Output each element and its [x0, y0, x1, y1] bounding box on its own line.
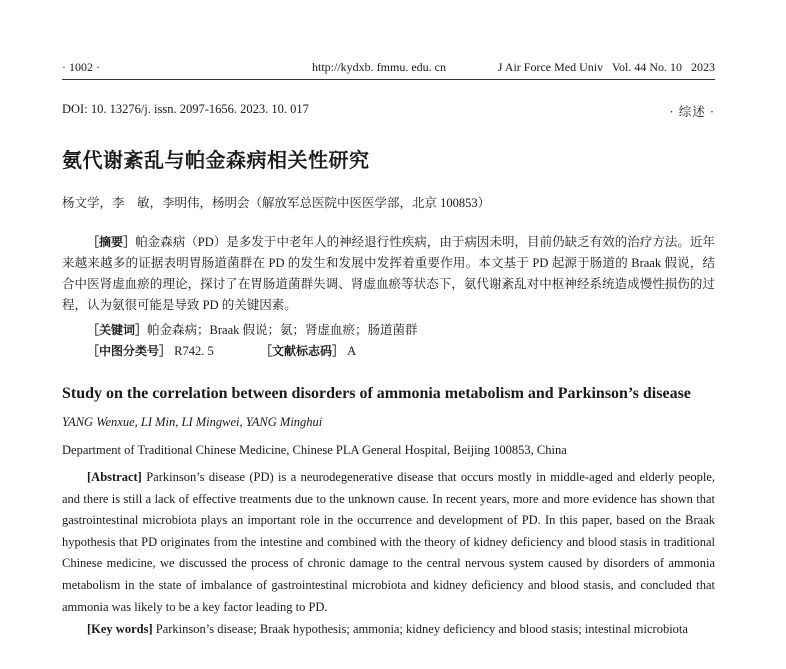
keywords-cn-text: 帕金森病；Braak 假说；氨；肾虚血瘀；肠道菌群: [147, 323, 418, 337]
clc-label: ［中图分类号］: [87, 344, 172, 358]
page-number: · 1002 ·: [62, 60, 100, 74]
keywords-cn-label: ［关键词］: [87, 323, 148, 337]
abstract-cn-label: ［摘要］: [87, 235, 136, 249]
doc-code-label: ［文献标志码］: [259, 344, 344, 358]
running-header: [62, 60, 715, 76]
authors-cn: 杨文学，李 敏，李明伟，杨明会（解放军总医院中医医学部，北京 100853）: [62, 196, 491, 210]
article-title-en: Study on the correlation between disorders of ammonia metabolism and Parkinson’s disease: [62, 385, 691, 402]
abstract-cn-paragraph: [62, 232, 715, 316]
doi: DOI: 10. 13276/j. issn. 2097-1656. 2023. 10. 017: [62, 102, 309, 116]
journal-url[interactable]: http://kydxb. fmmu. edu. cn: [312, 60, 446, 74]
clc-value: R742. 5: [174, 344, 214, 358]
abstract-en-text: Parkinson’s disease (PD) is a neurodegenerative disease that occurs mostly in middle-aged and elderly people, and there is still a lack of effective treatments due to the unknown cause. In recent years, more and more evidence has shown that gastrointestinal microbiota plays an important role in the occurrence and development of PD. In this paper, based on the Braak hypothesis that PD originates from the intestine and combined with the theory of kidney deficiency and blood stasis in traditional Chinese medicine, we discussed the process of chronic damage to the central nervous system caused by disorders of ammonia metabolism in the state of imbalance of gastrointestinal microbiota and kidney deficiency and blood stasis, and concluded that ammonia was likely to be a key factor leading to PD.: [62, 470, 716, 614]
keywords-en-label: [Key words]: [87, 622, 153, 636]
abstract-en-label: [Abstract]: [87, 470, 142, 484]
keywords-en: [62, 619, 715, 640]
affiliation-en: Department of Traditional Chinese Medicine, Chinese PLA General Hospital, Beijing 100853, China: [62, 443, 567, 457]
doc-code-value: A: [347, 344, 357, 358]
article-title-cn: 氨代谢紊乱与帕金森病相关性研究: [62, 148, 370, 172]
authors-en: YANG Wenxue, LI Min, LI Mingwei, YANG Minghui: [62, 415, 323, 429]
journal-citation: J Air Force Med Univ Vol. 44 No. 10 2023: [497, 60, 715, 74]
abstract-en: [62, 467, 715, 618]
classification-cn: [87, 342, 356, 359]
section-tag: · 综述 ·: [669, 105, 715, 119]
header-rule: [62, 79, 715, 80]
keywords-en-text: Parkinson’s disease; Braak hypothesis; ammonia; kidney deficiency and blood stasis; intestinal microbiota: [155, 622, 688, 636]
abstract-cn-text: 帕金森病（PD）是多发于中老年人的神经退行性疾病，由于病因未明，目前仍缺乏有效的治疗方法。近年来越来越多的证据表明胃肠道菌群在 PD 的发生和发展中发挥着重要作用。本文基于 PD 起源于肠道的 Braak 假说，结合中医肾虚血瘀的理论，探讨了在胃肠道菌群失调、肾虚血瘀等状态下，氨代谢紊乱对中枢神经系统造成慢性损伤的过程，认为氨很可能是导致 PD 的关键因素。: [62, 235, 715, 312]
keywords-cn: [87, 320, 418, 338]
